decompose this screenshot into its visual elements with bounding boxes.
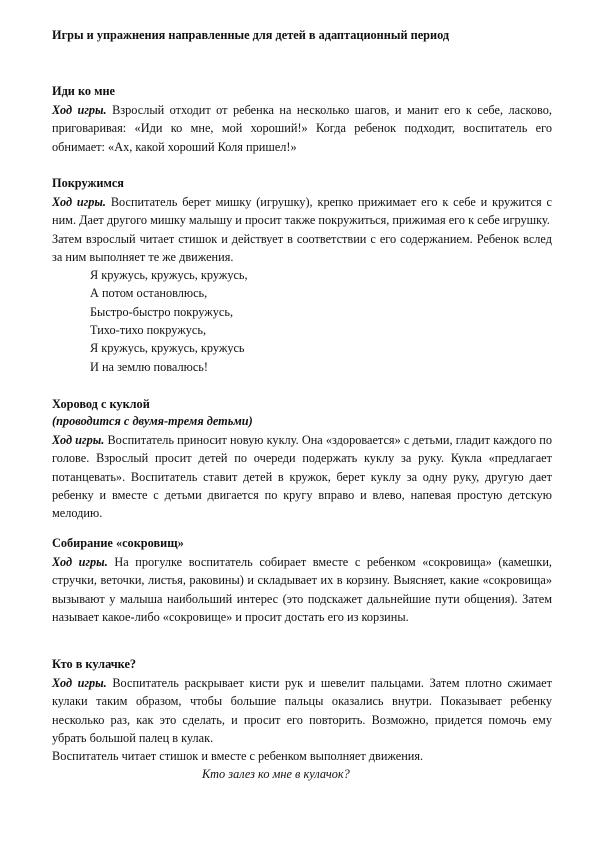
section-heading: Хоровод с куклой xyxy=(52,397,150,411)
section-idi-ko-mne xyxy=(52,84,552,156)
poem-line: Быстро-быстро покружусь, xyxy=(90,304,234,319)
game-lead: Ход игры. xyxy=(52,555,108,569)
poem-line: Я кружусь, кружусь, кружусь, xyxy=(90,268,248,283)
section-paragraph-2: Затем взрослый читает стишок и действует в соответствии с его содержанием. Ребенок вслед за ним выполняет те же движения. xyxy=(52,231,552,264)
section-heading: Покружимся xyxy=(52,176,124,190)
section-subheading: (проводится с двумя-тремя детьми) xyxy=(52,414,253,428)
section-paragraph xyxy=(52,553,552,626)
poem-line: А потом остановлюсь, xyxy=(90,286,208,301)
game-lead: Ход игры. xyxy=(52,433,105,447)
poem-line: Тихо-тихо покружусь, xyxy=(90,323,207,338)
paragraph-text: Воспитатель раскрывает кисти рук и шевелит пальцами. Затем плотно сжимает кулаки таким образом, чтобы большие пальцы оказались внутри. Показывает ребенку несколько раз, как это сделать, и просит его повторить. Возможно, придется помочь ему убрать большой палец в кулак. xyxy=(52,676,552,745)
document-title: Игры и упражнения направленные для детей в адаптационный период xyxy=(52,28,450,42)
section-paragraph xyxy=(52,674,552,747)
game-lead: Ход игры. xyxy=(52,676,107,690)
section-pokruzhimsya xyxy=(52,176,552,376)
game-lead: Ход игры. xyxy=(52,103,107,117)
closing-verse: Кто залез ко мне в кулачок? xyxy=(202,767,350,782)
section-paragraph xyxy=(52,193,552,230)
poem-line: И на землю повалюсь! xyxy=(90,359,208,374)
paragraph-text: Взрослый отходит от ребенка на несколько шагов, и манит его к себе, ласково, приговаривая: «Иди ко мне, мой хороший!» Когда ребенок подходит, воспитатель его обнимает: «Ах, какой хороший Коля пришел!» xyxy=(52,103,552,154)
section-kto-v-kulachke xyxy=(52,657,552,783)
section-paragraph xyxy=(52,101,552,156)
section-paragraph xyxy=(52,431,552,522)
section-heading: Кто в кулачке? xyxy=(52,657,137,671)
section-khorovod xyxy=(52,397,552,522)
game-lead: Ход игры. xyxy=(52,195,107,209)
paragraph-text: Воспитатель берет мишку (игрушку), крепко прижимает его к себе и кружится с ним. Дает другого мишку малышу и просит также покружиться, прижимая его к себе игрушку. xyxy=(52,195,552,228)
section-paragraph-2: Воспитатель читает стишок и вместе с ребенком выполняет движения. xyxy=(52,749,424,764)
paragraph-text: Воспитатель приносит новую куклу. Она «здоровается» с детьми, гладит каждого по голове. Взрослый просит детей по очереди подержать куклу за руку. Кукла «предлагает потанцевать». Воспитатель ставит детей в кружок, берет куклу за одну руку, другую дает ребенку и вместе с детьми двигается по кругу вправо и влево, напевая простую детскую мелодию. xyxy=(52,433,553,521)
poem xyxy=(90,266,552,376)
section-sobiranie xyxy=(52,536,552,626)
section-heading: Собирание «сокровищ» xyxy=(52,536,184,550)
poem-line: Я кружусь, кружусь, кружусь xyxy=(90,341,245,356)
paragraph-text: На прогулке воспитатель собирает вместе с ребенком «сокровища» (камешки, стручки, веточки, листья, раковины) и складывает их в корзину. Выясняет, какие «сокровища» вызывают у малыша наибольший интерес (это подскажет дальнейшие пути общения). Затем называет какое-либо «сокровище» и просит достать его из корзины. xyxy=(52,555,553,624)
section-heading: Иди ко мне xyxy=(52,84,116,98)
